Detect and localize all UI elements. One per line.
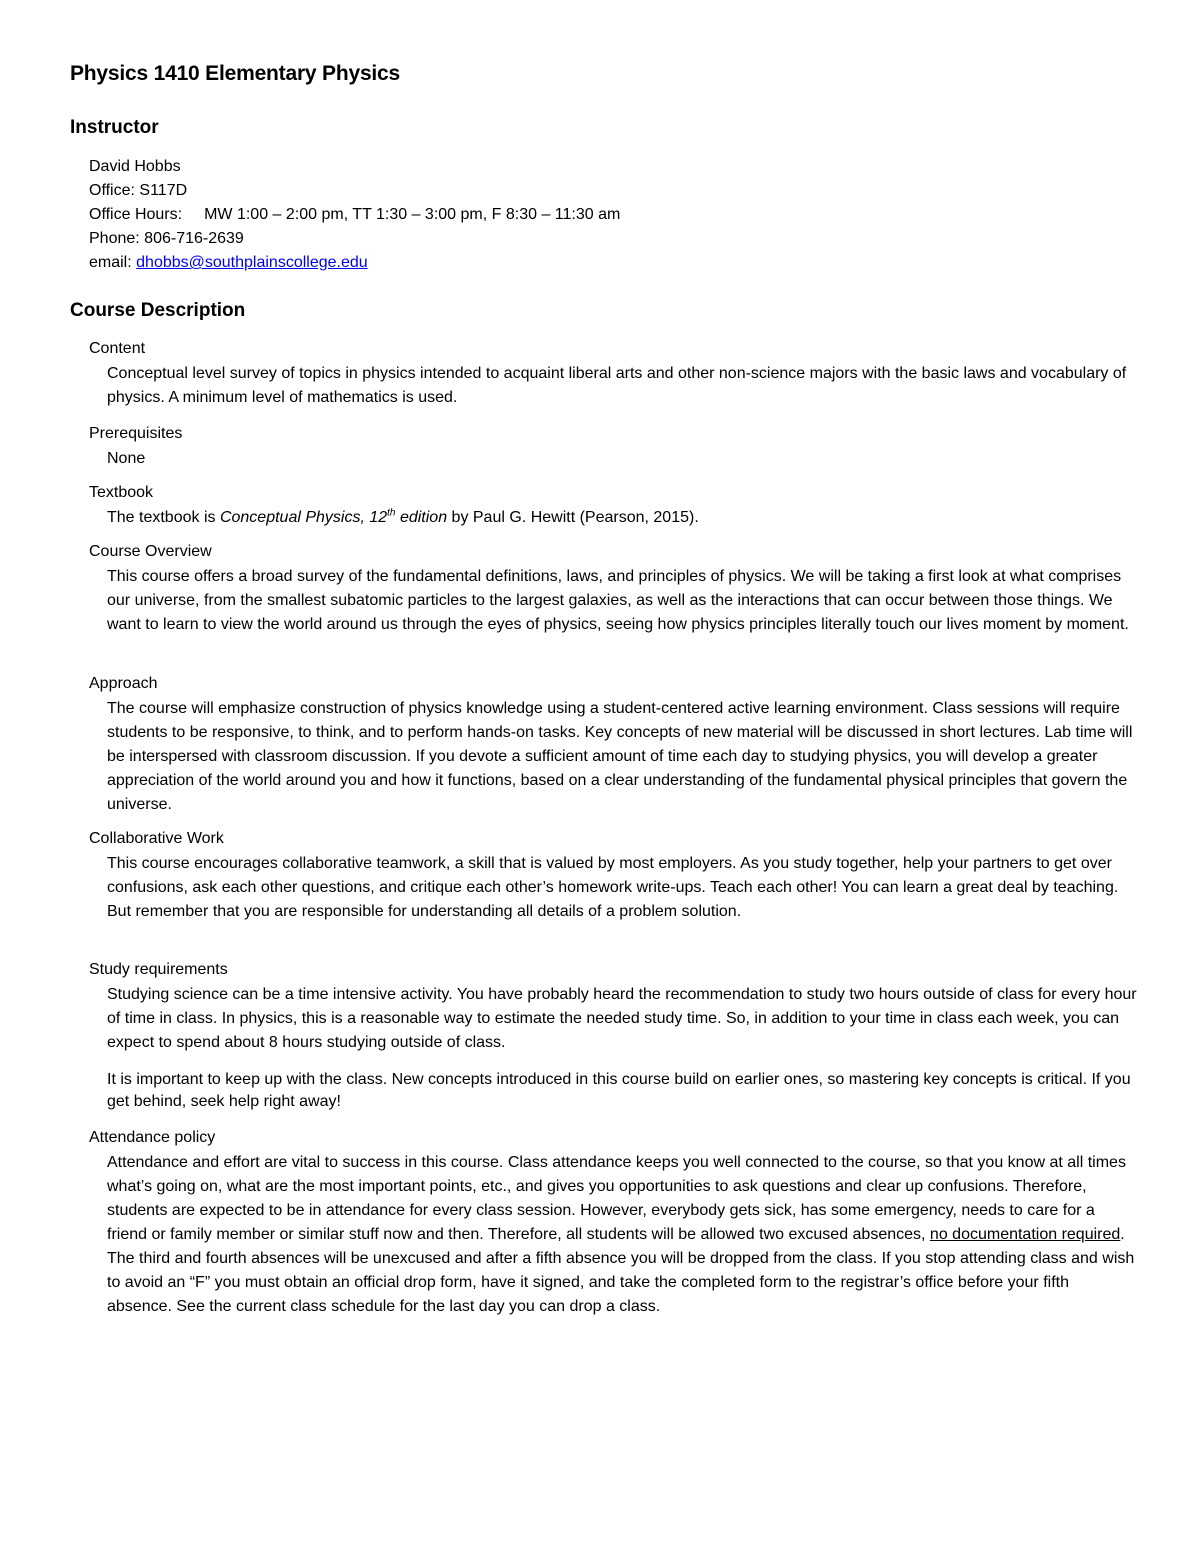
attendance-policy-body: Attendance and effort are vital to success in this course. Class attendance keeps you well connected to the course, so that you know at all times what’s going on, what are the most important points, etc., and gives you opportunities to ask questions and clear up confusions. Therefore, students are expected to be in attendance for every class session. However, everybody gets sick, has some emergency, needs to care for a friend or family member or similar stuff now and then. Therefore, all students will be allowed two excused absences, no documentation required. The third and fourth absences will be unexcused and after a fifth absence you will be dropped from the class. If you stop attending class and wish to avoid an “F” you must obtain an official drop form, have it signed, and take the completed form to the registrar’s office before your fifth absence. See the current class schedule for the last day you can drop a class. — [107, 1154, 1135, 1315]
textbook-suffix: by Paul G. Hewitt (Pearson, 2015). — [447, 509, 699, 526]
collaborative-work-heading: Collaborative Work — [89, 830, 224, 847]
office-line — [89, 179, 620, 203]
textbook-body — [107, 506, 1137, 530]
approach-body: The course will emphasize construction of physics knowledge using a student-centered active learning environment. Class sessions will require students to be responsive, to think, and to perform hands-on tasks. Key concepts of new material will be discussed in short lectures. Lab time will be interspersed with classroom discussion. If you devote a sufficient amount of time each day to studying physics, you will develop a greater appreciation of the world around you and how it functions, based on a clear understanding of the fundamental physical principles that govern the universe. — [107, 700, 1133, 813]
prerequisites-heading: Prerequisites — [89, 425, 183, 442]
prerequisites-body: None — [107, 450, 146, 467]
study-requirements-body: Studying science can be a time intensive activity. You have probably heard the recommendation to study two hours outside of class for every hour of time in class. In physics, this is a reasonable way to estimate the needed study time. So, in addition to your time in class each week, you can expect to spend about 8 hours studying outside of class. — [107, 986, 1137, 1051]
course-overview-body: This course offers a broad survey of the fundamental definitions, laws, and principles of physics. We will be taking a first look at what comprises our universe, from the smallest subatomic particles to the largest galaxies, as well as the interactions that can occur between those things. We want to learn to view the world around us through the eyes of physics, seeing how physics principles literally touch our lives moment by moment. — [107, 568, 1129, 633]
content-heading: Content — [89, 340, 146, 357]
no-documentation-note: no documentation required — [929, 1226, 1121, 1243]
email-link[interactable]: dhobbs@southplainscollege.edu — [136, 254, 368, 271]
textbook-prefix: The textbook is — [107, 509, 220, 526]
instructor-heading: Instructor — [70, 117, 159, 138]
office-hours-value: MW 1:00 – 2:00 pm, TT 1:30 – 3:00 pm, F 8:30 – 11:30 am — [204, 206, 621, 223]
study-requirements-body-2: It is important to keep up with the class. New concepts introduced in this course build on earlier ones, so mastering key concepts is critical. If you get behind, seek help right away! — [107, 1071, 1131, 1110]
collaborative-work-body: This course encourages collaborative teamwork, a skill that is valued by most employers. As you study together, help your partners to get over confusions, ask each other questions, and critique each other’s homework write-ups. Teach each other! You can learn a great deal by teaching. But remember that you are responsible for understanding all details of a problem solution. — [107, 855, 1119, 920]
approach-heading: Approach — [89, 675, 158, 692]
document-title: Physics 1410 Elementary Physics — [70, 62, 401, 85]
email-label: email: — [89, 254, 132, 271]
course-description-heading: Course Description — [70, 300, 246, 321]
textbook-title: Conceptual Physics, 12th edition — [219, 507, 448, 526]
content-body: Conceptual level survey of topics in physics intended to acquaint liberal arts and other non-science majors with the basic laws and vocabulary of physics. A minimum level of mathematics is used. — [107, 365, 1127, 406]
office-label: Office: — [89, 182, 135, 199]
instructor-name: David Hobbs — [89, 158, 181, 175]
email-line — [89, 251, 620, 275]
phone-line — [89, 227, 620, 251]
phone-value: 806-716-2639 — [144, 230, 244, 247]
textbook-heading: Textbook — [89, 484, 154, 501]
attendance-policy-heading: Attendance policy — [89, 1129, 216, 1146]
office-hours-label: Office Hours: — [89, 206, 183, 223]
phone-label: Phone: — [89, 230, 140, 247]
course-overview-heading: Course Overview — [89, 543, 212, 560]
office-value: S117D — [139, 182, 188, 199]
office-hours-line — [89, 203, 620, 227]
textbook-superscript: th — [387, 507, 396, 519]
instructor-info — [89, 155, 620, 275]
study-requirements-heading: Study requirements — [89, 961, 228, 978]
